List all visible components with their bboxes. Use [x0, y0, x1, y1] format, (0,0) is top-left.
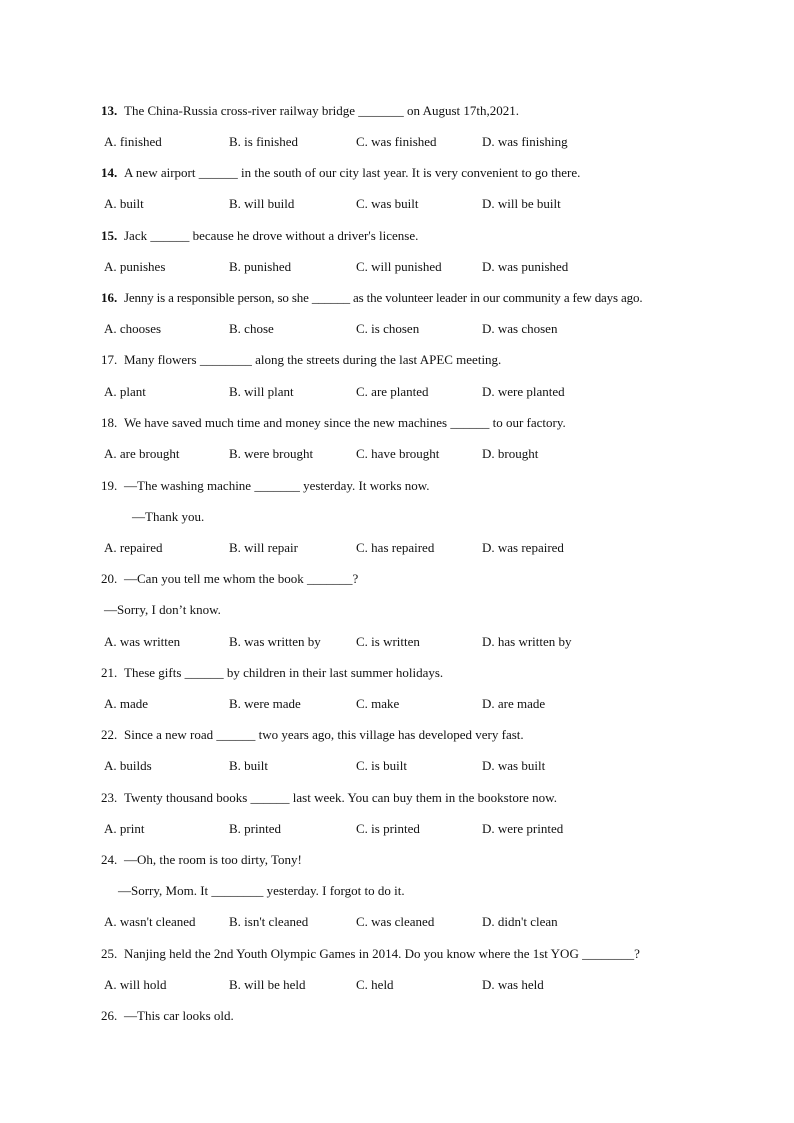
option-b[interactable]: B. chose [229, 321, 274, 336]
option-b[interactable]: B. will be held [229, 977, 306, 992]
question-number: 23. [101, 790, 118, 805]
question-number: 20. [101, 571, 118, 586]
option-a[interactable]: A. was written [104, 634, 181, 649]
question-number: 26. [101, 1008, 118, 1023]
option-c[interactable]: C. was cleaned [356, 914, 435, 929]
option-d[interactable]: D. are made [482, 696, 546, 711]
option-a[interactable]: A. builds [104, 758, 152, 773]
option-a[interactable]: A. wasn't cleaned [104, 914, 196, 929]
option-c[interactable]: C. is printed [356, 821, 420, 836]
question-number: 15. [101, 228, 118, 243]
question-stem: These gifts ______ by children in their last summer holidays. [124, 665, 444, 680]
question-stem: The China-Russia cross-river railway bridge _______ on August 17th,2021. [124, 103, 519, 118]
option-d[interactable]: D. was chosen [482, 321, 558, 336]
question-number: 24. [101, 852, 118, 867]
question-stem: Many flowers ________ along the streets during the last APEC meeting. [124, 352, 502, 367]
option-c[interactable]: C. is written [356, 634, 420, 649]
option-d[interactable]: D. didn't clean [482, 914, 558, 929]
option-b[interactable]: B. is finished [229, 134, 298, 149]
question-number: 19. [101, 478, 118, 493]
option-c[interactable]: C. was built [356, 196, 419, 211]
option-c[interactable]: C. held [356, 977, 394, 992]
question-stem: Twenty thousand books ______ last week. You can buy them in the bookstore now. [124, 790, 557, 805]
dialogue-reply: —Sorry, I don’t know. [104, 602, 221, 617]
option-c[interactable]: C. has repaired [356, 540, 435, 555]
question-number: 22. [101, 727, 118, 742]
question-stem: We have saved much time and money since the new machines ______ to our factory. [124, 415, 566, 430]
option-b[interactable]: B. was written by [229, 634, 321, 649]
option-c[interactable]: C. is chosen [356, 321, 420, 336]
option-d[interactable]: D. was held [482, 977, 544, 992]
question-number: 18. [101, 415, 118, 430]
option-d[interactable]: D. has written by [482, 634, 572, 649]
question-stem: —Can you tell me whom the book _______? [124, 571, 359, 586]
option-b[interactable]: B. will build [229, 196, 295, 211]
question-number: 13. [101, 103, 118, 118]
question-number: 16. [101, 290, 118, 305]
question-number: 17. [101, 352, 118, 367]
option-d[interactable]: D. was finishing [482, 134, 568, 149]
option-a[interactable]: A. punishes [104, 259, 166, 274]
question-stem: A new airport ______ in the south of our city last year. It is very convenient to go there. [124, 165, 581, 180]
question-stem: —The washing machine _______ yesterday. It works now. [124, 478, 430, 493]
option-a[interactable]: A. made [104, 696, 149, 711]
option-a[interactable]: A. repaired [104, 540, 163, 555]
question-stem: —This car looks old. [124, 1008, 234, 1023]
option-a[interactable]: A. plant [104, 384, 146, 399]
option-b[interactable]: B. isn't cleaned [229, 914, 309, 929]
option-b[interactable]: B. printed [229, 821, 281, 836]
option-b[interactable]: B. built [229, 758, 269, 773]
question-number: 21. [101, 665, 118, 680]
question-stem: Jenny is a responsible person, so she ______ as the volunteer leader in our community a few days ago. [124, 290, 643, 305]
question-stem: Jack ______ because he drove without a driver's license. [124, 228, 419, 243]
option-c[interactable]: C. have brought [356, 446, 440, 461]
option-d[interactable]: D. were printed [482, 821, 564, 836]
option-d[interactable]: D. will be built [482, 196, 561, 211]
option-b[interactable]: B. punished [229, 259, 292, 274]
option-b[interactable]: B. were made [229, 696, 301, 711]
dialogue-reply: —Sorry, Mom. It ________ yesterday. I forgot to do it. [118, 883, 405, 898]
option-d[interactable]: D. were planted [482, 384, 565, 399]
option-c[interactable]: C. is built [356, 758, 407, 773]
question-stem: Nanjing held the 2nd Youth Olympic Games in 2014. Do you know where the 1st YOG ________? [124, 946, 640, 961]
option-a[interactable]: A. built [104, 196, 144, 211]
question-number: 25. [101, 946, 118, 961]
option-c[interactable]: C. was finished [356, 134, 437, 149]
question-stem: —Oh, the room is too dirty, Tony! [124, 852, 302, 867]
option-c[interactable]: C. make [356, 696, 400, 711]
option-a[interactable]: A. chooses [104, 321, 162, 336]
option-d[interactable]: D. was repaired [482, 540, 564, 555]
option-c[interactable]: C. are planted [356, 384, 429, 399]
option-d[interactable]: D. was punished [482, 259, 569, 274]
option-d[interactable]: D. was built [482, 758, 546, 773]
option-a[interactable]: A. are brought [104, 446, 180, 461]
option-b[interactable]: B. will repair [229, 540, 298, 555]
option-a[interactable]: A. finished [104, 134, 162, 149]
option-c[interactable]: C. will punished [356, 259, 442, 274]
option-a[interactable]: A. print [104, 821, 145, 836]
dialogue-reply: —Thank you. [132, 509, 205, 524]
question-stem: Since a new road ______ two years ago, this village has developed very fast. [124, 727, 524, 742]
option-b[interactable]: B. were brought [229, 446, 314, 461]
option-b[interactable]: B. will plant [229, 384, 294, 399]
question-number: 14. [101, 165, 118, 180]
option-d[interactable]: D. brought [482, 446, 539, 461]
option-a[interactable]: A. will hold [104, 977, 167, 992]
